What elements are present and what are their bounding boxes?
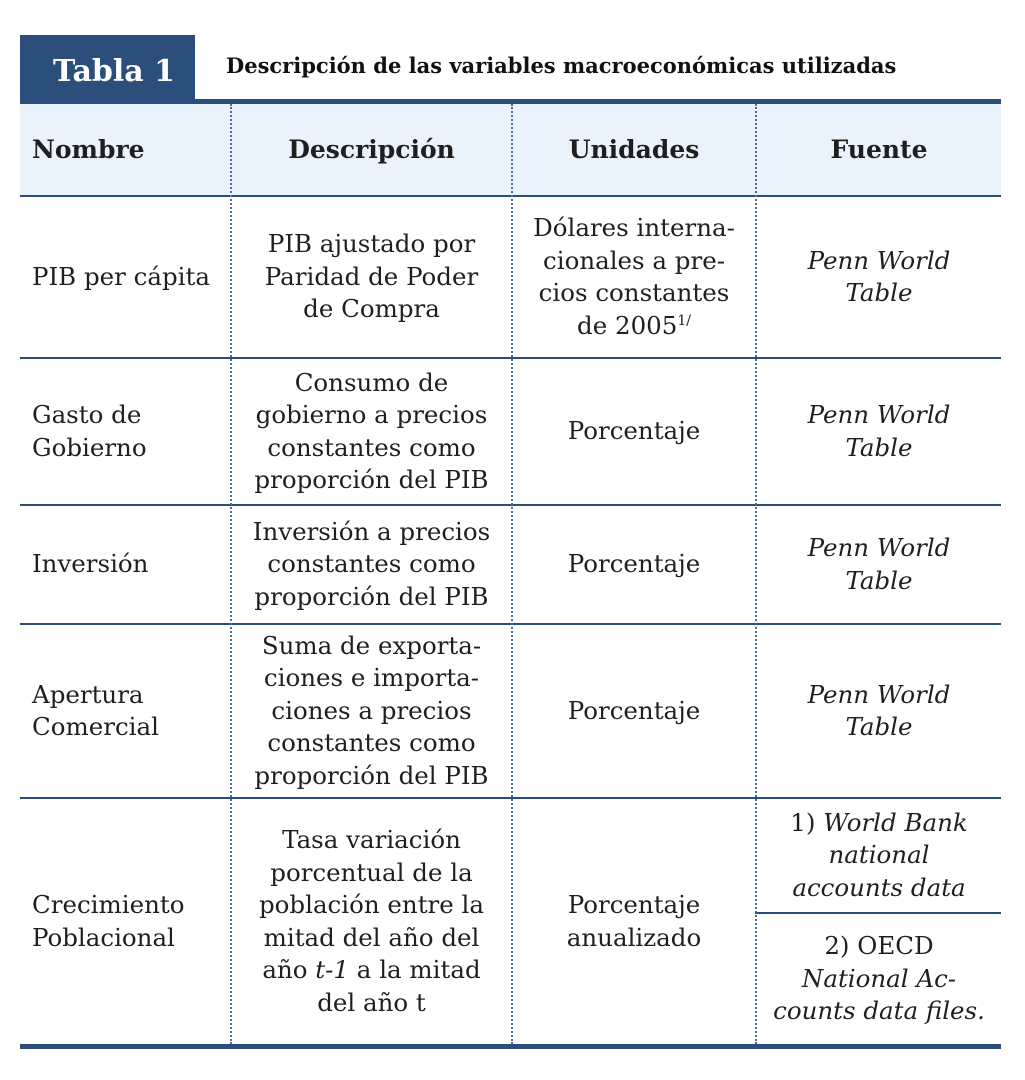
- cell-line: Porcentaje: [567, 416, 701, 446]
- cell-line: proporción del PIB: [254, 581, 489, 611]
- cell-description: [232, 625, 511, 797]
- cell-name: [20, 197, 230, 357]
- header-label: Fuente: [830, 134, 928, 164]
- cell-line-italic: t-1: [315, 955, 350, 984]
- cell-line: accounts data: [792, 872, 966, 902]
- cell-line: proporción del PIB: [254, 760, 489, 790]
- cell-line: Consumo de: [294, 367, 449, 397]
- cell-line: National Ac-: [801, 963, 957, 993]
- header-label: Descripción: [288, 134, 455, 164]
- cell-line: [533, 310, 735, 343]
- cell-line: Poblacional: [32, 922, 175, 952]
- cell-description: [232, 506, 511, 623]
- cell-line: Penn World: [807, 400, 951, 429]
- cell-line: [259, 954, 484, 987]
- cell-line: mitad del año del: [263, 922, 480, 952]
- cell-name: [20, 625, 230, 797]
- cell-line-text: a la mitad: [349, 955, 481, 984]
- cell-line: Porcentaje: [567, 695, 701, 725]
- cell-source: [757, 359, 1001, 504]
- cell-line: Apertura: [32, 679, 144, 709]
- cell-line: Tasa variación: [282, 825, 461, 854]
- cell-source-2: [757, 914, 1001, 1044]
- cell-source: [757, 506, 1001, 623]
- cell-line: anualizado: [566, 922, 702, 952]
- cell-line: Gasto de: [32, 400, 142, 429]
- cell-line: Comercial: [32, 712, 159, 741]
- cell-line-text: de 2005: [577, 310, 678, 340]
- cell-line: Penn World: [807, 533, 951, 562]
- cell-line: PIB ajustado por: [267, 229, 476, 259]
- header-unidades: [513, 104, 755, 196]
- table-bottom-rule: [20, 1044, 1001, 1049]
- cell-line: del año t: [317, 987, 426, 1017]
- cell-line-text: 1): [790, 807, 824, 837]
- cell-line: [790, 807, 967, 840]
- header-label: Unidades: [568, 134, 700, 164]
- table-number-tab: [20, 35, 195, 103]
- cell-line: población entre la: [259, 890, 484, 919]
- cell-units: [513, 506, 755, 623]
- cell-line: Crecimiento: [32, 890, 185, 919]
- cell-line-italic: World Bank: [823, 807, 968, 837]
- cell-line: gobierno a precios: [255, 400, 488, 429]
- cell-units: [513, 625, 755, 797]
- cell-line: ciones e importa-: [263, 663, 480, 693]
- cell-line: Porcentaje: [567, 890, 701, 919]
- cell-line: Paridad de Poder: [264, 261, 479, 291]
- header-nombre: [20, 104, 230, 196]
- cell-line: de Compra: [303, 294, 440, 324]
- cell-source: [757, 197, 1001, 357]
- cell-line: counts data files.: [773, 996, 985, 1026]
- cell-source-1: [757, 799, 1001, 912]
- cell-line: constantes como: [267, 728, 476, 758]
- cell-line: national: [828, 840, 930, 870]
- header-label: Nombre: [32, 134, 145, 164]
- table-number-label: Tabla 1: [53, 54, 176, 89]
- cell-line: cios constantes: [538, 278, 730, 307]
- cell-line: Table: [845, 432, 913, 462]
- cell-line: Inversión a precios: [252, 516, 491, 546]
- cell-line: Inversión: [32, 549, 149, 579]
- cell-name: [20, 359, 230, 504]
- cell-line: cionales a pre-: [543, 245, 725, 275]
- cell-line: Gobierno: [32, 432, 147, 462]
- cell-line: Porcentaje: [567, 549, 701, 579]
- cell-description: [232, 197, 511, 357]
- cell-line: Penn World: [807, 245, 951, 275]
- header-descripcion: [232, 104, 511, 196]
- cell-line: porcentual de la: [270, 857, 473, 887]
- cell-line: ciones a precios: [271, 695, 472, 725]
- cell-line: Penn World: [807, 679, 951, 709]
- cell-description: [232, 359, 511, 504]
- cell-line: Suma de exporta-: [261, 630, 482, 660]
- cell-line: PIB per cápita: [32, 261, 210, 291]
- footnote-marker: 1/: [677, 312, 691, 329]
- cell-line: Dólares interna-: [533, 213, 735, 242]
- cell-line: constantes como: [267, 432, 476, 462]
- table-caption: Descripción de las variables macroeconómicas utilizadas: [226, 53, 897, 78]
- cell-line-text: año: [262, 955, 316, 984]
- cell-units: [513, 359, 755, 504]
- cell-source: [757, 625, 1001, 797]
- cell-line: 2) OECD: [824, 931, 934, 961]
- cell-line: Table: [845, 712, 913, 741]
- cell-line: constantes como: [267, 549, 476, 579]
- cell-units: [513, 799, 755, 1044]
- cell-line: proporción del PIB: [254, 465, 489, 494]
- cell-name: [20, 506, 230, 623]
- header-fuente: [757, 104, 1001, 196]
- cell-units: [513, 197, 755, 357]
- cell-description: [232, 799, 511, 1044]
- cell-line: Table: [845, 565, 913, 595]
- cell-name: [20, 799, 230, 1044]
- cell-line: Table: [845, 278, 913, 307]
